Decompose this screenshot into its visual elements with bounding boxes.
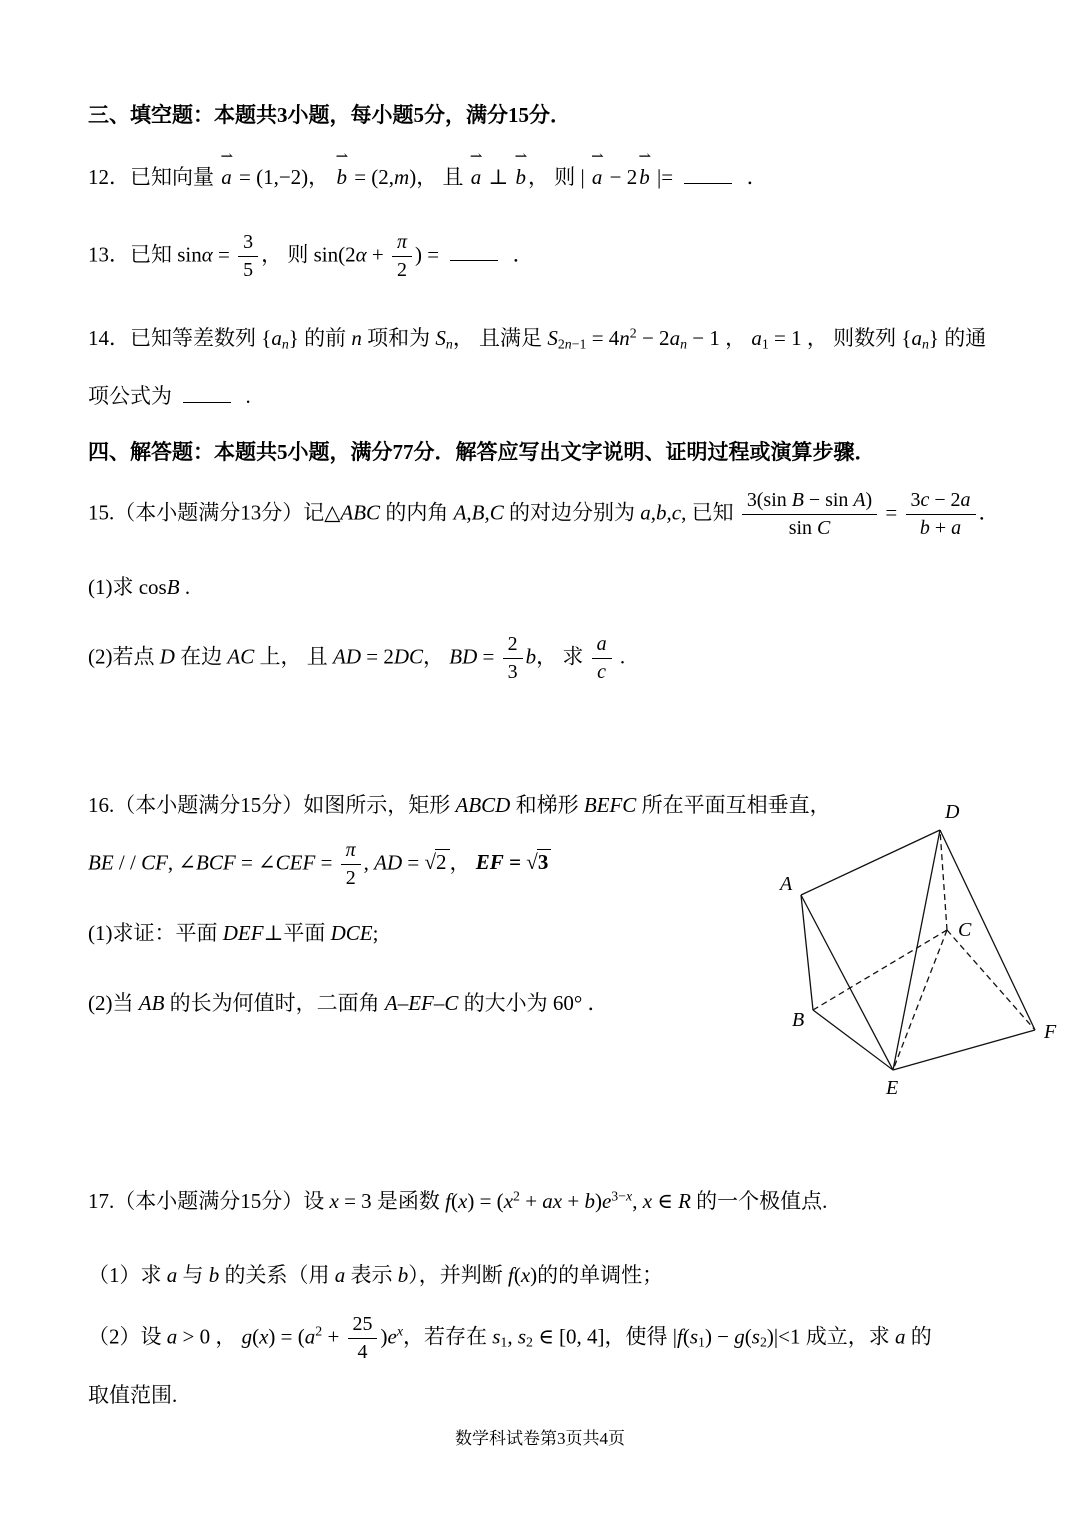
figure-label-F: F bbox=[1044, 1021, 1057, 1043]
section-heading-fill-in: 三、填空题：本题共3小题，每小题5分，满分15分． bbox=[88, 103, 571, 127]
question-15: 15.（本小题满分13分）记△ABC 的内角 A,B,C 的对边分别为 a,b,c, 已知 $\frac{\text{3(sin B − sin A)}}{\text{sin C}}$ = $\frac{3c - 2a}{b + a}$ ． bbox=[88, 489, 1000, 539]
figure-edge-DE bbox=[893, 830, 940, 1070]
figure-edge-CE bbox=[893, 930, 947, 1070]
question-16-part2: (2)当 AB 的长为何值时，二面角 A–EF–C 的大小为 60° ． bbox=[88, 991, 609, 1015]
page-footer: 数学科试卷第3页共4页 bbox=[455, 1429, 625, 1448]
figure-label-D: D bbox=[945, 801, 960, 823]
question-14-line1: 14．已知等差数列 $\{a_n\}$ 的前 n 项和为 $S_n$， 且满足 $S_{2n-1} = 4n^2 - 2a_n - 1$ ， $a_1 = 1$ ， 则数列 $\{a_n\}$ 的通 bbox=[88, 325, 987, 352]
figure-edge-FD bbox=[940, 830, 1035, 1030]
question-12: 12．已知向量 ⇀ a = (1,−2)， ⇀ b = (2,m)， 且 ⇀ a ⊥ ⇀ b， 则 | ⇀ a − 2 ⇀ b |= ． bbox=[88, 149, 768, 189]
figure-label-A: A bbox=[780, 873, 793, 895]
figure-edge-EF bbox=[893, 1030, 1035, 1070]
question-15-part1: (1)求 cosB . bbox=[88, 575, 191, 599]
figure-edge-AE bbox=[801, 895, 893, 1070]
question-17: 17.（本小题满分15分）设 x = 3 是函数 $f(x) = (x^2$ + ax + $b)e^{3-x}$, x ∈ R 的一个极值点. bbox=[88, 1188, 828, 1213]
q16-solid-figure bbox=[770, 798, 1070, 1103]
figure-edge-CF bbox=[947, 930, 1035, 1030]
question-15-part2: (2)若点 D 在边 AC 上， 且 AD = 2DC， BD = $\frac{2}{3}$ b， 求 $\frac{a}{c}$ . bbox=[88, 633, 626, 683]
question-16-conditions: BE / / CF, ∠BCF = ∠CEF = $\frac{\pi}{2}$ , AD = √2 ， EF = √3 bbox=[88, 838, 551, 891]
question-17-part2-line1: （2）设 a > 0 ， $g(x) = (a^2$ + $\frac{25}{4}$ )$e^x$，若存在 $s_1$, $s_2$ ∈ [0, 4]，使得 $|f(s_1) - g(s_2)|<1$ 成立，求 a 的 bbox=[88, 1313, 932, 1363]
figure-label-B: B bbox=[792, 1009, 805, 1031]
question-14-line2: 项公式为 . bbox=[88, 384, 251, 408]
figure-label-C: C bbox=[958, 919, 972, 941]
figure-label-E: E bbox=[886, 1077, 899, 1099]
section-heading-answer: 四、解答题：本题共5小题，满分77分．解答应写出文字说明、证明过程或演算步骤． bbox=[88, 440, 876, 464]
figure-edge-AB bbox=[801, 895, 813, 1010]
question-17-part2-line2: 取值范围. bbox=[88, 1383, 178, 1407]
figure-edge-BE bbox=[813, 1010, 893, 1070]
question-16: 16.（本小题满分15分）如图所示，矩形 ABCD 和梯形 BEFC 所在平面互相垂直， bbox=[88, 793, 831, 817]
figure-edge-CD bbox=[940, 830, 947, 930]
figure-edge-BC bbox=[813, 930, 947, 1010]
question-17-part1: （1）求 a 与 b 的关系（用 a 表示 b），并判断 f(x)的的单调性； bbox=[88, 1263, 664, 1287]
question-13: 13．已知 sinα = $\frac{3}{5}$ ， 则 sin(2α + $\frac{\pi}{2}$ ) = ． bbox=[88, 231, 534, 281]
figure-edge-DA bbox=[801, 830, 940, 895]
question-16-part1: (1)求证：平面 DEF⊥平面 DCE; bbox=[88, 921, 379, 945]
